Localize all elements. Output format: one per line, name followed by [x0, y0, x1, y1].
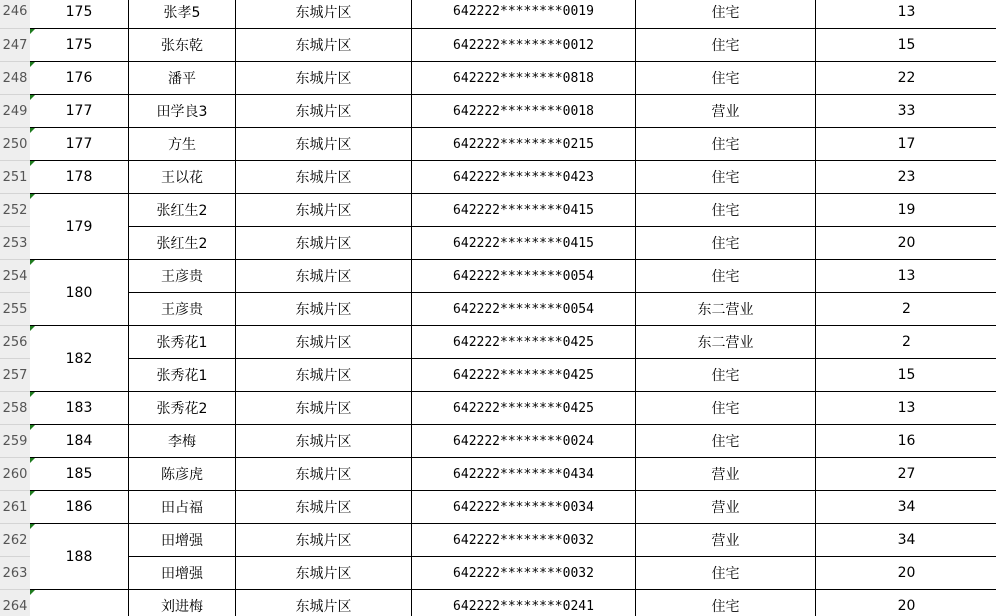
cell-area[interactable] — [236, 62, 412, 95]
cell-type[interactable] — [636, 326, 816, 359]
cell-name[interactable] — [129, 590, 236, 616]
cell-text: 22 — [897, 70, 916, 86]
cell-type[interactable] — [636, 95, 816, 128]
cell-text: 642222********0018 — [453, 103, 594, 119]
cell-type[interactable] — [636, 359, 816, 392]
cell-text: 东城片区 — [295, 104, 352, 120]
cell-name[interactable] — [129, 0, 236, 29]
cell-value[interactable] — [816, 161, 996, 194]
cell-type[interactable] — [636, 524, 816, 557]
cell-text: 张秀花2 — [156, 401, 208, 417]
cell-value[interactable] — [816, 590, 996, 616]
cell-text: 185 — [65, 466, 93, 482]
cell-text: 642222********0425 — [453, 400, 594, 416]
cell-area[interactable] — [236, 425, 412, 458]
cell-text: 东城片区 — [295, 71, 352, 87]
number-stored-as-text-marker-icon — [30, 161, 35, 166]
cell-text: 东城片区 — [295, 269, 352, 285]
cell-type[interactable] — [636, 62, 816, 95]
number-stored-as-text-marker-icon — [30, 524, 35, 529]
cell-text: 34 — [897, 532, 916, 548]
row-header[interactable]: 264 — [0, 590, 30, 616]
cell-no[interactable] — [30, 524, 129, 590]
cell-text: 田增强 — [161, 566, 203, 582]
cell-name[interactable] — [129, 62, 236, 95]
cell-id[interactable] — [412, 524, 636, 557]
cell-text: 张红生2 — [156, 236, 208, 252]
cell-type[interactable] — [636, 29, 816, 62]
cell-text: 177 — [65, 103, 93, 119]
cell-type[interactable] — [636, 392, 816, 425]
number-stored-as-text-marker-icon — [30, 590, 35, 595]
cell-text: 642222********0019 — [453, 4, 594, 19]
row-header[interactable]: 250 — [0, 128, 30, 161]
cell-text: 东城片区 — [295, 236, 352, 252]
number-stored-as-text-marker-icon — [30, 392, 35, 397]
cell-type[interactable] — [636, 128, 816, 161]
cell-text: 642222********0032 — [453, 565, 594, 581]
cell-text: 176 — [65, 70, 93, 86]
cell-id[interactable] — [412, 392, 636, 425]
cell-value[interactable] — [816, 359, 996, 392]
cell-text: 刘进梅 — [161, 599, 203, 615]
row-header[interactable]: 263 — [0, 557, 30, 590]
cell-text: 642222********0034 — [453, 499, 594, 515]
cell-text: 住宅 — [711, 566, 740, 582]
cell-id[interactable] — [412, 491, 636, 524]
cell-no[interactable] — [30, 590, 129, 616]
cell-text: 15 — [897, 37, 916, 53]
cell-text: 178 — [65, 169, 93, 185]
row-header[interactable]: 257 — [0, 359, 30, 392]
cell-name[interactable] — [129, 425, 236, 458]
cell-text: 住宅 — [711, 434, 740, 450]
cell-area[interactable] — [236, 95, 412, 128]
cell-text: 33 — [897, 103, 916, 119]
cell-text: 东城片区 — [295, 302, 352, 318]
cell-text: 27 — [897, 466, 916, 482]
cell-area[interactable] — [236, 326, 412, 359]
cell-text: 住宅 — [711, 4, 740, 21]
cell-text: 东城片区 — [295, 170, 352, 186]
cell-value[interactable] — [816, 458, 996, 491]
cell-id[interactable] — [412, 128, 636, 161]
cell-area[interactable] — [236, 458, 412, 491]
cell-area[interactable] — [236, 227, 412, 260]
cell-text: 642222********0032 — [453, 532, 594, 548]
cell-name[interactable] — [129, 326, 236, 359]
cell-no[interactable] — [30, 260, 129, 326]
cell-text: 642222********0818 — [453, 70, 594, 86]
cell-no[interactable] — [30, 194, 129, 260]
cell-value[interactable] — [816, 0, 996, 29]
cell-text: 张红生2 — [156, 203, 208, 219]
cell-value[interactable] — [816, 326, 996, 359]
cell-type[interactable] — [636, 491, 816, 524]
cell-area[interactable] — [236, 260, 412, 293]
cell-text: 642222********0423 — [453, 169, 594, 185]
cell-text: 2 — [902, 301, 911, 317]
cell-text: 张秀花1 — [156, 368, 208, 384]
row-header[interactable]: 246 — [0, 0, 30, 29]
cell-text: 东城片区 — [295, 137, 352, 153]
cell-id[interactable] — [412, 557, 636, 590]
cell-text: 潘平 — [168, 71, 196, 87]
cell-type[interactable] — [636, 590, 816, 616]
cell-text: 东二营业 — [697, 302, 754, 318]
cell-id[interactable] — [412, 161, 636, 194]
cell-text: 东城片区 — [295, 467, 352, 483]
number-stored-as-text-marker-icon — [30, 326, 35, 331]
cell-value[interactable] — [816, 62, 996, 95]
cell-text: 183 — [65, 400, 93, 416]
cell-no[interactable] — [30, 95, 129, 128]
cell-type[interactable] — [636, 161, 816, 194]
cell-no[interactable] — [30, 128, 129, 161]
row-header[interactable]: 253 — [0, 227, 30, 260]
cell-text: 住宅 — [711, 368, 740, 384]
cell-type[interactable] — [636, 194, 816, 227]
cell-value[interactable] — [816, 491, 996, 524]
cell-text: 17 — [897, 136, 916, 152]
cell-text: 张秀花1 — [156, 335, 208, 351]
cell-text: 东城片区 — [295, 203, 352, 219]
cell-text: 20 — [897, 598, 916, 614]
cell-name[interactable] — [129, 29, 236, 62]
cell-id[interactable] — [412, 95, 636, 128]
cell-area[interactable] — [236, 128, 412, 161]
cell-text: 东城片区 — [295, 434, 352, 450]
cell-text: 住宅 — [711, 236, 740, 252]
cell-text: 177 — [65, 136, 93, 152]
cell-text: 642222********0054 — [453, 301, 594, 317]
cell-type[interactable] — [636, 227, 816, 260]
cell-text: 营业 — [711, 467, 740, 483]
row-header[interactable]: 259 — [0, 425, 30, 458]
cell-area[interactable] — [236, 161, 412, 194]
cell-text: 186 — [65, 499, 93, 515]
cell-text: 180 — [65, 284, 93, 301]
cell-text: 田增强 — [161, 533, 203, 549]
cell-name[interactable] — [129, 293, 236, 326]
cell-text: 方生 — [168, 137, 196, 153]
cell-area[interactable] — [236, 29, 412, 62]
cell-area[interactable] — [236, 194, 412, 227]
cell-text: 642222********0024 — [453, 433, 594, 449]
cell-no[interactable] — [30, 491, 129, 524]
cell-area[interactable] — [236, 0, 412, 29]
cell-area[interactable] — [236, 293, 412, 326]
cell-name[interactable] — [129, 227, 236, 260]
cell-text: 34 — [897, 499, 916, 515]
cell-type[interactable] — [636, 425, 816, 458]
cell-no[interactable] — [30, 62, 129, 95]
cell-text: 23 — [897, 169, 916, 185]
cell-id[interactable] — [412, 260, 636, 293]
cell-id[interactable] — [412, 359, 636, 392]
cell-text: 175 — [65, 37, 93, 53]
cell-name[interactable] — [129, 557, 236, 590]
row-header[interactable]: 248 — [0, 62, 30, 95]
number-stored-as-text-marker-icon — [30, 95, 35, 100]
cell-text: 188 — [65, 548, 93, 565]
cell-name[interactable] — [129, 194, 236, 227]
cell-text: 20 — [897, 235, 916, 251]
cell-text: 2 — [902, 334, 911, 350]
cell-text: 642222********0425 — [453, 334, 594, 350]
cell-text: 张孝5 — [163, 4, 201, 21]
cell-text: 19 — [897, 202, 916, 218]
cell-id[interactable] — [412, 425, 636, 458]
cell-text: 642222********0215 — [453, 136, 594, 152]
row-header[interactable]: 256 — [0, 326, 30, 359]
cell-id[interactable] — [412, 458, 636, 491]
cell-value[interactable] — [816, 293, 996, 326]
cell-text: 642222********0434 — [453, 466, 594, 482]
cell-id[interactable] — [412, 293, 636, 326]
cell-no[interactable] — [30, 458, 129, 491]
cell-text: 642222********0415 — [453, 235, 594, 251]
cell-id[interactable] — [412, 194, 636, 227]
cell-area[interactable] — [236, 590, 412, 616]
cell-text: 179 — [65, 218, 93, 235]
cell-value[interactable] — [816, 128, 996, 161]
cell-area[interactable] — [236, 392, 412, 425]
cell-name[interactable] — [129, 524, 236, 557]
cell-type[interactable] — [636, 458, 816, 491]
cell-type[interactable] — [636, 0, 816, 29]
cell-no[interactable] — [30, 425, 129, 458]
number-stored-as-text-marker-icon — [30, 29, 35, 34]
cell-no[interactable] — [30, 29, 129, 62]
row-header[interactable]: 258 — [0, 392, 30, 425]
cell-text: 田学良3 — [156, 104, 208, 120]
number-stored-as-text-marker-icon — [30, 260, 35, 265]
cell-text: 营业 — [711, 533, 740, 549]
cell-text: 184 — [65, 433, 93, 449]
cell-type[interactable] — [636, 260, 816, 293]
number-stored-as-text-marker-icon — [30, 128, 35, 133]
cell-text: 642222********0425 — [453, 367, 594, 383]
cell-name[interactable] — [129, 491, 236, 524]
cell-name[interactable] — [129, 161, 236, 194]
cell-text: 175 — [65, 3, 93, 20]
cell-text: 营业 — [711, 104, 740, 120]
row-header[interactable]: 252 — [0, 194, 30, 227]
cell-id[interactable] — [412, 29, 636, 62]
cell-text: 东城片区 — [295, 500, 352, 516]
cell-text: 田占福 — [161, 500, 203, 516]
cell-type[interactable] — [636, 293, 816, 326]
cell-text: 李梅 — [168, 434, 196, 450]
cell-id[interactable] — [412, 326, 636, 359]
cell-area[interactable] — [236, 524, 412, 557]
cell-id[interactable] — [412, 0, 636, 29]
cell-text: 东城片区 — [295, 368, 352, 384]
cell-name[interactable] — [129, 260, 236, 293]
cell-text: 东二营业 — [697, 335, 754, 351]
cell-text: 东城片区 — [295, 401, 352, 417]
cell-text: 642222********0012 — [453, 37, 594, 53]
number-stored-as-text-marker-icon — [30, 425, 35, 430]
cell-area[interactable] — [236, 491, 412, 524]
cell-name[interactable] — [129, 128, 236, 161]
cell-text: 住宅 — [711, 137, 740, 153]
cell-text: 住宅 — [711, 599, 740, 615]
cell-text: 住宅 — [711, 38, 740, 54]
cell-no[interactable] — [30, 0, 129, 29]
cell-text: 住宅 — [711, 170, 740, 186]
row-header[interactable]: 249 — [0, 95, 30, 128]
cell-name[interactable] — [129, 359, 236, 392]
cell-text: 东城片区 — [295, 533, 352, 549]
cell-value[interactable] — [816, 260, 996, 293]
cell-text: 13 — [897, 400, 916, 416]
cell-text: 住宅 — [711, 269, 740, 285]
cell-text: 20 — [897, 565, 916, 581]
cell-text: 东城片区 — [295, 335, 352, 351]
cell-value[interactable] — [816, 557, 996, 590]
cell-text: 张东乾 — [161, 38, 203, 54]
cell-text: 东城片区 — [295, 599, 352, 615]
number-stored-as-text-marker-icon — [30, 62, 35, 67]
cell-text: 住宅 — [711, 71, 740, 87]
cell-no[interactable] — [30, 326, 129, 392]
cell-id[interactable] — [412, 590, 636, 616]
cell-text: 13 — [897, 268, 916, 284]
cell-text: 东城片区 — [295, 38, 352, 54]
cell-name[interactable] — [129, 392, 236, 425]
cell-value[interactable] — [816, 194, 996, 227]
cell-area[interactable] — [236, 557, 412, 590]
row-header[interactable]: 262 — [0, 524, 30, 557]
cell-value[interactable] — [816, 524, 996, 557]
cell-value[interactable] — [816, 227, 996, 260]
number-stored-as-text-marker-icon — [30, 491, 35, 496]
cell-text: 东城片区 — [295, 4, 352, 21]
cell-text: 营业 — [711, 500, 740, 516]
cell-name[interactable] — [129, 95, 236, 128]
cell-name[interactable] — [129, 458, 236, 491]
cell-text: 642222********0241 — [453, 598, 594, 614]
row-header[interactable]: 254 — [0, 260, 30, 293]
cell-no[interactable] — [30, 161, 129, 194]
cell-text: 王彦贵 — [161, 302, 203, 318]
number-stored-as-text-marker-icon — [30, 458, 35, 463]
cell-text: 642222********0415 — [453, 202, 594, 218]
row-header[interactable]: 251 — [0, 161, 30, 194]
cell-area[interactable] — [236, 359, 412, 392]
row-header[interactable]: 255 — [0, 293, 30, 326]
cell-text: 王彦贵 — [161, 269, 203, 285]
row-header[interactable]: 261 — [0, 491, 30, 524]
cell-id[interactable] — [412, 227, 636, 260]
cell-value[interactable] — [816, 29, 996, 62]
cell-text: 642222********0054 — [453, 268, 594, 284]
row-header[interactable]: 247 — [0, 29, 30, 62]
cell-text: 陈彦虎 — [161, 467, 203, 483]
cell-text: 住宅 — [711, 203, 740, 219]
cell-no[interactable] — [30, 392, 129, 425]
cell-text: 16 — [897, 433, 916, 449]
cell-value[interactable] — [816, 95, 996, 128]
cell-text: 王以花 — [161, 170, 203, 186]
cell-value[interactable] — [816, 425, 996, 458]
cell-value[interactable] — [816, 392, 996, 425]
number-stored-as-text-marker-icon — [30, 194, 35, 199]
cell-text: 13 — [897, 3, 916, 20]
cell-text: 15 — [897, 367, 916, 383]
cell-text: 182 — [65, 350, 93, 367]
cell-text: 东城片区 — [295, 566, 352, 582]
row-header[interactable]: 260 — [0, 458, 30, 491]
cell-text: 住宅 — [711, 401, 740, 417]
cell-id[interactable] — [412, 62, 636, 95]
cell-type[interactable] — [636, 557, 816, 590]
